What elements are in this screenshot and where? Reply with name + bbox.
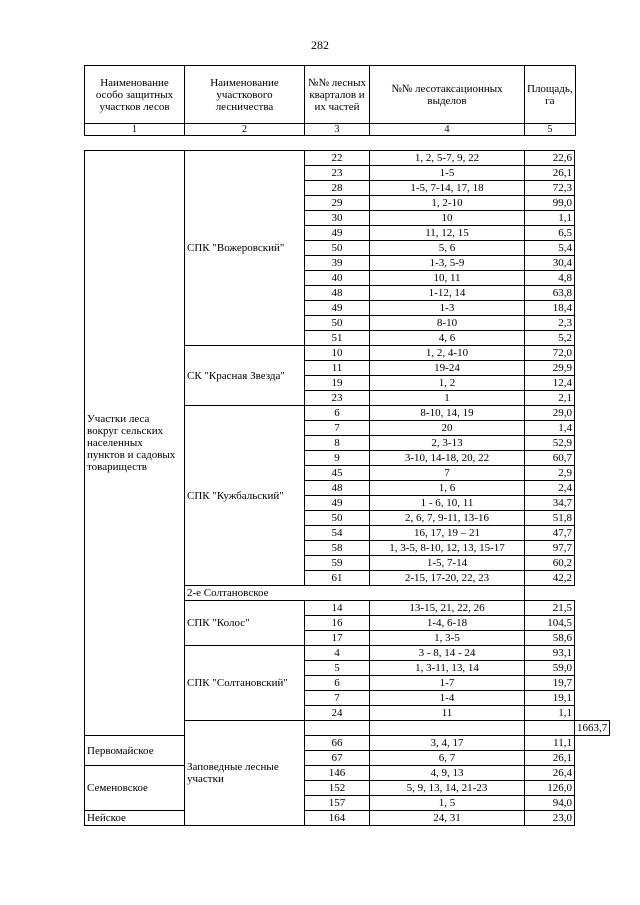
empty-cell xyxy=(370,721,525,736)
forestry-pervomaiskoe: Первомайское xyxy=(85,736,185,766)
allotment-cell: 20 xyxy=(370,421,525,436)
quarter-cell: 23 xyxy=(305,391,370,406)
quarter-cell: 54 xyxy=(305,526,370,541)
allotment-cell: 16, 17, 19 – 21 xyxy=(370,526,525,541)
allotment-cell: 8-10, 14, 19 xyxy=(370,406,525,421)
quarter-cell: 146 xyxy=(305,766,370,781)
allotment-cell: 6, 7 xyxy=(370,751,525,766)
quarter-cell: 164 xyxy=(305,811,370,826)
area-cell: 93,1 xyxy=(525,646,575,661)
group-reserved-areas: Заповедные лесные участки xyxy=(185,721,305,826)
area-cell: 6,5 xyxy=(525,226,575,241)
area-cell: 99,0 xyxy=(525,196,575,211)
area-cell: 11,1 xyxy=(525,736,575,751)
quarter-cell: 24 xyxy=(305,706,370,721)
area-cell: 47,7 xyxy=(525,526,575,541)
empty-cell xyxy=(305,721,370,736)
quarter-cell: 59 xyxy=(305,556,370,571)
area-cell: 42,2 xyxy=(525,571,575,586)
allotment-cell: 10 xyxy=(370,211,525,226)
area-cell: 2,3 xyxy=(525,316,575,331)
quarter-cell: 9 xyxy=(305,451,370,466)
section-soltanovskoe: 2-е Солтановское xyxy=(185,586,525,601)
allotment-cell: 3 - 8, 14 - 24 xyxy=(370,646,525,661)
area-cell: 34,7 xyxy=(525,496,575,511)
quarter-cell: 19 xyxy=(305,376,370,391)
header-col-number: 2 xyxy=(185,124,305,136)
area-cell: 18,4 xyxy=(525,301,575,316)
area-cell: 30,4 xyxy=(525,256,575,271)
header-quarters: №№ лесных кварталов и их частей xyxy=(305,66,370,124)
header-col-number: 5 xyxy=(525,124,576,136)
allotment-cell: 2, 6, 7, 9-11, 13-16 xyxy=(370,511,525,526)
allotment-cell: 1-4 xyxy=(370,691,525,706)
allotment-cell: 1, 3-11, 13, 14 xyxy=(370,661,525,676)
quarter-cell: 23 xyxy=(305,166,370,181)
forestry-semenovskoe: Семеновское xyxy=(85,766,185,811)
area-cell: 12,4 xyxy=(525,376,575,391)
area-cell: 52,9 xyxy=(525,436,575,451)
area-cell: 1,1 xyxy=(525,211,575,226)
quarter-cell: 50 xyxy=(305,241,370,256)
allotment-cell: 1-12, 14 xyxy=(370,286,525,301)
quarter-cell: 17 xyxy=(305,631,370,646)
allotment-cell: 1 xyxy=(370,391,525,406)
area-cell: 1,4 xyxy=(525,421,575,436)
quarter-cell: 45 xyxy=(305,466,370,481)
allotment-cell: 1, 2 xyxy=(370,376,525,391)
quarter-cell: 48 xyxy=(305,481,370,496)
area-cell: 26,1 xyxy=(525,166,575,181)
quarter-cell: 66 xyxy=(305,736,370,751)
quarter-cell: 51 xyxy=(305,331,370,346)
allotment-cell: 1, 2, 5-7, 9, 22 xyxy=(370,151,525,166)
allotment-cell: 5, 9, 13, 14, 21-23 xyxy=(370,781,525,796)
area-cell: 19,7 xyxy=(525,676,575,691)
table-row xyxy=(85,151,610,166)
header-col-number: 4 xyxy=(370,124,525,136)
forestry-krasnaya-zvezda: СК "Красная Звезда" xyxy=(185,346,305,406)
quarter-cell: 67 xyxy=(305,751,370,766)
quarter-cell: 28 xyxy=(305,181,370,196)
allotment-cell: 1 - 6, 10, 11 xyxy=(370,496,525,511)
allotment-cell: 11, 12, 15 xyxy=(370,226,525,241)
quarter-cell: 157 xyxy=(305,796,370,811)
quarter-cell: 8 xyxy=(305,436,370,451)
allotment-cell: 8-10 xyxy=(370,316,525,331)
allotment-cell: 11 xyxy=(370,706,525,721)
area-cell: 60,2 xyxy=(525,556,575,571)
allotment-cell: 1-4, 6-18 xyxy=(370,616,525,631)
allotment-cell: 4, 6 xyxy=(370,331,525,346)
header-allotments: №№ лесотаксационных выделов xyxy=(370,66,525,124)
area-cell: 2,9 xyxy=(525,466,575,481)
area-cell: 26,1 xyxy=(525,751,575,766)
area-cell: 5,4 xyxy=(525,241,575,256)
quarter-cell: 6 xyxy=(305,676,370,691)
forestry-soltanovsky: СПК "Солтановский" xyxy=(185,646,305,721)
quarter-cell: 29 xyxy=(305,196,370,211)
area-cell: 29,9 xyxy=(525,361,575,376)
allotment-cell: 1-3 xyxy=(370,301,525,316)
table-row xyxy=(85,736,610,751)
quarter-cell: 58 xyxy=(305,541,370,556)
table-row xyxy=(85,766,610,781)
quarter-cell: 152 xyxy=(305,781,370,796)
area-cell: 29,0 xyxy=(525,406,575,421)
total-area: 1663,7 xyxy=(575,721,610,736)
area-cell: 59,0 xyxy=(525,661,575,676)
area-cell: 60,7 xyxy=(525,451,575,466)
allotment-cell: 1, 6 xyxy=(370,481,525,496)
forestry-kolos: СПК "Колос" xyxy=(185,601,305,646)
area-cell: 4,8 xyxy=(525,271,575,286)
allotment-cell: 2, 3-13 xyxy=(370,436,525,451)
quarter-cell: 4 xyxy=(305,646,370,661)
forestry-neiskoe: Нейское xyxy=(85,811,185,826)
quarter-cell: 6 xyxy=(305,406,370,421)
area-cell: 1,1 xyxy=(525,706,575,721)
allotment-cell: 1, 5 xyxy=(370,796,525,811)
quarter-cell: 49 xyxy=(305,226,370,241)
area-cell: 63,8 xyxy=(525,286,575,301)
area-cell: 22,6 xyxy=(525,151,575,166)
quarter-cell: 22 xyxy=(305,151,370,166)
allotment-cell: 1, 2-10 xyxy=(370,196,525,211)
quarter-cell: 49 xyxy=(305,496,370,511)
quarter-cell: 50 xyxy=(305,511,370,526)
forestry-kuzhbalsky: СПК "Кужбальский" xyxy=(185,406,305,586)
allotment-cell: 1, 3-5, 8-10, 12, 13, 15-17 xyxy=(370,541,525,556)
allotment-cell: 1-7 xyxy=(370,676,525,691)
area-cell: 2,4 xyxy=(525,481,575,496)
area-cell: 58,6 xyxy=(525,631,575,646)
allotment-cell: 1-3, 5-9 xyxy=(370,256,525,271)
table-header xyxy=(84,65,576,136)
allotment-cell: 4, 9, 13 xyxy=(370,766,525,781)
allotment-cell: 1-5 xyxy=(370,166,525,181)
quarter-cell: 61 xyxy=(305,571,370,586)
header-area: Площадь, га xyxy=(525,66,576,124)
allotment-cell: 3, 4, 17 xyxy=(370,736,525,751)
allotment-cell: 19-24 xyxy=(370,361,525,376)
allotment-cell: 1, 2, 4-10 xyxy=(370,346,525,361)
allotment-cell: 24, 31 xyxy=(370,811,525,826)
table-row xyxy=(85,811,610,826)
forest-table xyxy=(84,150,610,826)
area-cell: 23,0 xyxy=(525,811,575,826)
allotment-cell: 2-15, 17-20, 22, 23 xyxy=(370,571,525,586)
forestry-vozherovsky: СПК "Вожеровский" xyxy=(185,151,305,346)
quarter-cell: 10 xyxy=(305,346,370,361)
quarter-cell: 14 xyxy=(305,601,370,616)
empty-cell xyxy=(525,721,575,736)
header-protected-areas: Наименование особо защитных участков лесов xyxy=(85,66,185,124)
area-cell: 26,4 xyxy=(525,766,575,781)
allotment-cell: 3-10, 14-18, 20, 22 xyxy=(370,451,525,466)
allotment-cell: 5, 6 xyxy=(370,241,525,256)
quarter-cell: 40 xyxy=(305,271,370,286)
area-cell: 2,1 xyxy=(525,391,575,406)
group-settlement-areas: Участки леса вокруг сельских населенных пунктов и садовых товариществ xyxy=(85,151,185,736)
quarter-cell: 50 xyxy=(305,316,370,331)
allotment-cell: 1-5, 7-14, 17, 18 xyxy=(370,181,525,196)
header-col-number: 1 xyxy=(85,124,185,136)
quarter-cell: 11 xyxy=(305,361,370,376)
quarter-cell: 39 xyxy=(305,256,370,271)
quarter-cell: 7 xyxy=(305,421,370,436)
area-cell: 126,0 xyxy=(525,781,575,796)
area-cell: 104,5 xyxy=(525,616,575,631)
quarter-cell: 30 xyxy=(305,211,370,226)
area-cell: 94,0 xyxy=(525,796,575,811)
area-cell: 97,7 xyxy=(525,541,575,556)
area-cell: 51,8 xyxy=(525,511,575,526)
allotment-cell: 1-5, 7-14 xyxy=(370,556,525,571)
area-cell: 5,2 xyxy=(525,331,575,346)
allotment-cell: 10, 11 xyxy=(370,271,525,286)
page-number: 282 xyxy=(311,38,329,52)
allotment-cell: 7 xyxy=(370,466,525,481)
header-forestry: Наименование участкового лесничества xyxy=(185,66,305,124)
allotment-cell: 1, 3-5 xyxy=(370,631,525,646)
quarter-cell: 16 xyxy=(305,616,370,631)
header-col-number: 3 xyxy=(305,124,370,136)
area-cell: 72,3 xyxy=(525,181,575,196)
quarter-cell: 48 xyxy=(305,286,370,301)
quarter-cell: 49 xyxy=(305,301,370,316)
area-cell: 21,5 xyxy=(525,601,575,616)
area-cell: 19,1 xyxy=(525,691,575,706)
allotment-cell: 13-15, 21, 22, 26 xyxy=(370,601,525,616)
area-cell: 72,0 xyxy=(525,346,575,361)
quarter-cell: 5 xyxy=(305,661,370,676)
quarter-cell: 7 xyxy=(305,691,370,706)
